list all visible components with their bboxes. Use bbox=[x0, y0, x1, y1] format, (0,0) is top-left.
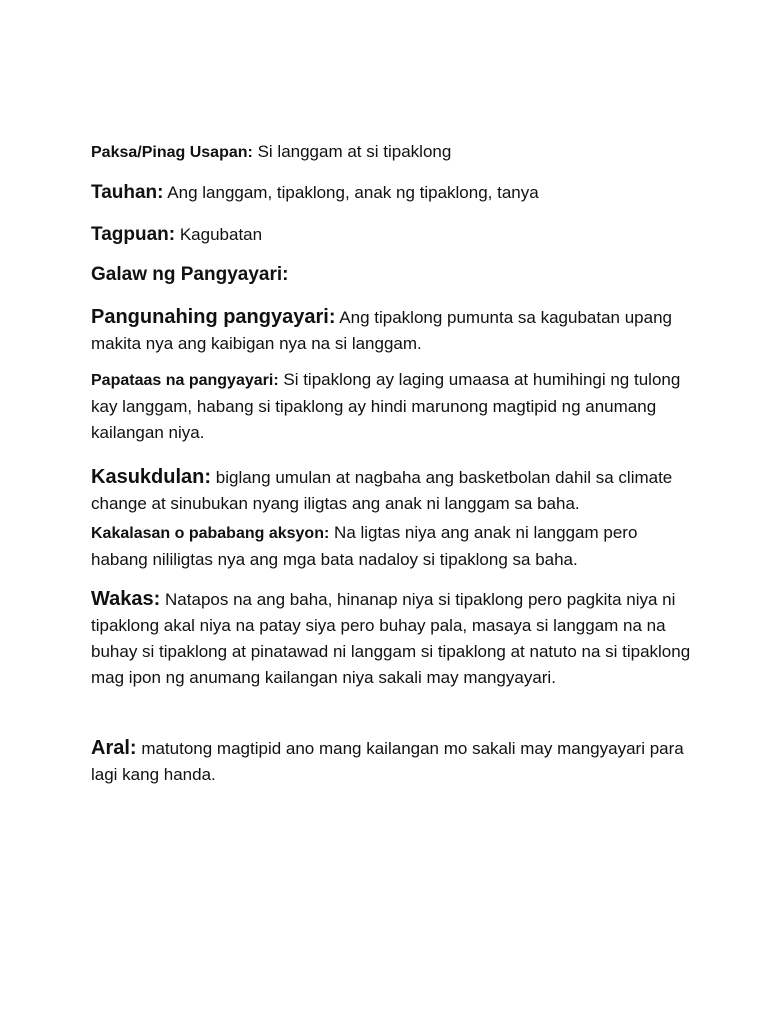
pangunahin-paragraph bbox=[91, 304, 691, 357]
galaw-heading: Galaw ng Pangyayari: bbox=[91, 264, 289, 285]
tagpuan-paragraph bbox=[91, 222, 691, 248]
tagpuan-label: Tagpuan: bbox=[91, 224, 176, 245]
kakalasan-paragraph bbox=[91, 520, 691, 573]
kasukdulan-label: Kasukdulan: bbox=[91, 466, 212, 488]
wakas-text: Natapos na ang baha, hinanap niya si tipaklong pero pagkita niya ni tipaklong akal niya na patay siya pero buhay pala, masaya si langgam na na buhay si tipaklong at pinatawad ni langgam si tipaklong at natuto na si tipaklong mag ipon ng anumang kailangan niya sakali may mangyayari. bbox=[91, 590, 691, 687]
tauhan-label: Tauhan: bbox=[91, 182, 164, 203]
kakalasan-label: Kakalasan o pababang aksyon: bbox=[91, 525, 330, 542]
papataas-text: Si tipaklong ay laging umaasa at humihingi ng tulong kay langgam, habang si tipaklong ay hindi marunong magtipid ng anumang kailangan niya. bbox=[91, 370, 681, 442]
papataas-label: Papataas na pangyayari: bbox=[91, 372, 279, 389]
tauhan-paragraph bbox=[91, 180, 691, 206]
aral-label: Aral: bbox=[91, 737, 137, 759]
aral-paragraph bbox=[91, 735, 691, 788]
wakas-paragraph bbox=[91, 586, 691, 691]
tagpuan-text: Kagubatan bbox=[179, 225, 263, 244]
tauhan-text: Ang langgam, tipaklong, anak ng tipaklong, tanya bbox=[167, 183, 539, 202]
paksa-paragraph bbox=[91, 139, 691, 166]
aral-text: matutong magtipid ano mang kailangan mo sakali may mangyayari para lagi kang handa. bbox=[91, 739, 684, 784]
kasukdulan-text: biglang umulan at nagbaha ang basketbolan dahil sa climate change at sinubukan nyang iligtas ang anak ni langgam sa baha. bbox=[91, 468, 673, 513]
papataas-paragraph bbox=[91, 367, 691, 446]
kasukdulan-paragraph bbox=[91, 464, 691, 517]
paksa-text: Si langgam at si tipaklong bbox=[257, 142, 452, 161]
galaw-paragraph bbox=[91, 262, 691, 288]
kakalasan-text: Na ligtas niya ang anak ni langgam pero habang nililigtas nya ang mga bata nadaloy si tipaklong sa baha. bbox=[91, 523, 638, 569]
wakas-label: Wakas: bbox=[91, 588, 161, 610]
pangunahin-text: Ang tipaklong pumunta sa kagubatan upang makita nya ang kaibigan nya na si langgam. bbox=[91, 308, 672, 353]
paksa-label: Paksa/Pinag Usapan: bbox=[91, 144, 253, 161]
pangunahin-label: Pangunahing pangyayari: bbox=[91, 306, 336, 328]
